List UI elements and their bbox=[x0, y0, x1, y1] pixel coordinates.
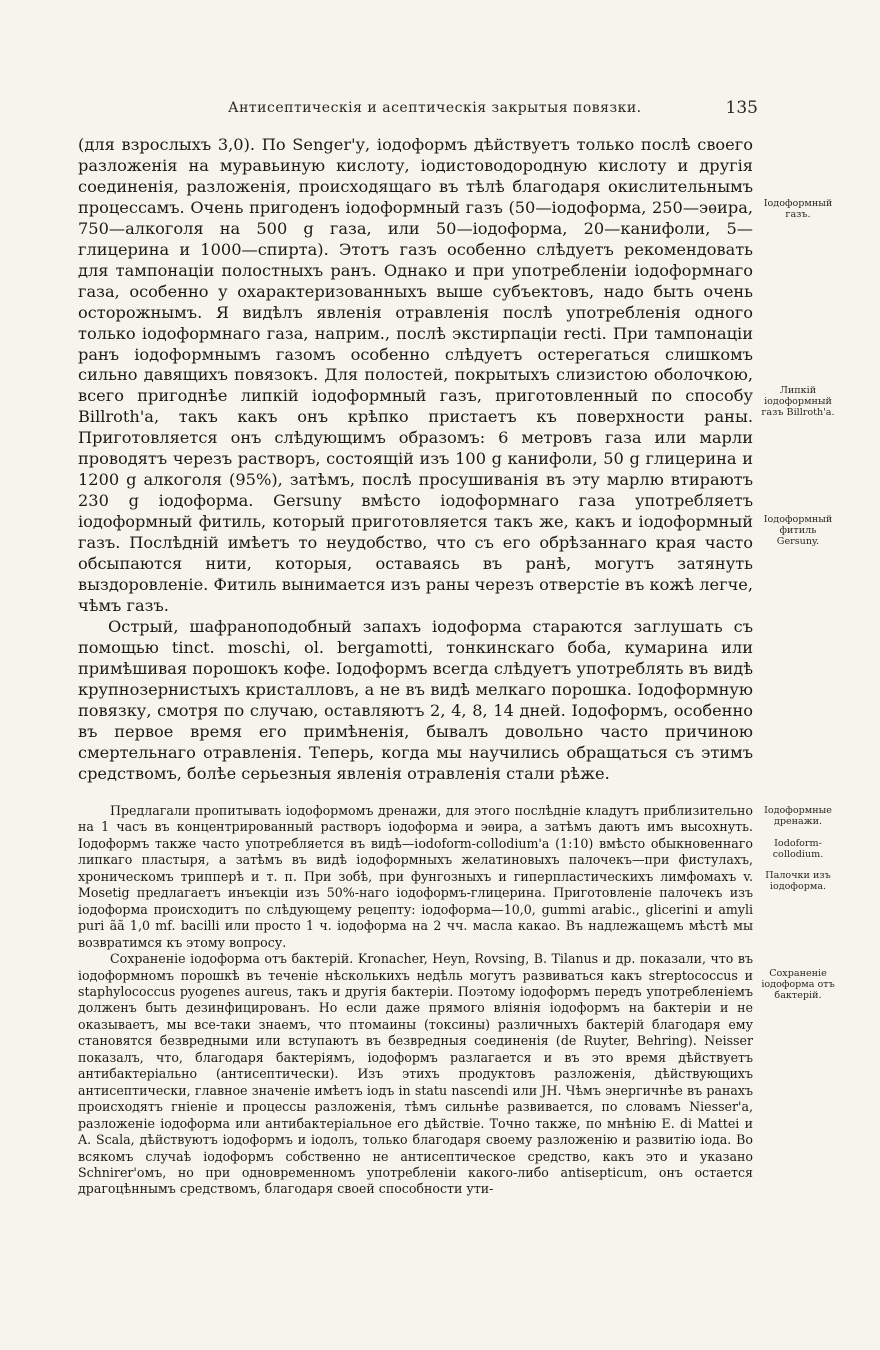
running-title: Антисептическія и асептическія закрытыя повязки. bbox=[228, 100, 642, 116]
paragraph-iodoform-gauze: (для взрослыхъ 3,0). По Senger'у, іодоформъ дѣйствуетъ только послѣ своего разложенія на муравьиную кислоту, іодистоводородную кислоту и другія соединенія, разложенія, происходящаго въ тѣлѣ благодаря окислительнымъ процессамъ. Очень пригоденъ іодоформный газъ (50—іодоформа, 250—эѳира, 750—алкоголя на 500 g газа, или 50—іодоформа, 20—канифоли, 5—глицерина и 1000—спирта). Этотъ газъ особенно слѣдуетъ рекомендовать для тампонаціи полостныхъ ранъ. Однако и при употребленіи іодоформнаго газа, особенно у охарактеризованныхъ выше субъектовъ, надо быть очень осторожнымъ. Я видѣлъ явленія отравленія послѣ употребленія одного только іодоформнаго газа, наприм., послѣ экстирпаціи recti. При тампонаціи ранъ іодоформнымъ газомъ особенно слѣдуетъ остерегаться слишкомъ сильно давящихъ повязокъ. Для полостей, покрытыхъ слизистою оболочкою, всего пригоднѣе липкій іодоформный газъ, приготовленный по способу Billroth'а, такъ какъ онъ крѣпко пристаетъ къ поверхности раны. Приготовляется онъ слѣдующимъ образомъ: 6 метровъ газа или марли проводятъ черезъ растворъ, состоящій изъ 100 g канифоли, 50 g глицерина и 1200 g алкоголя (95%), затѣмъ, послѣ просушиванія въ эту марлю втираютъ 230 g іодоформа. Gersuny вмѣсто іодоформнаго газа употребляетъ іодоформный фитиль, который приготовляется такъ же, какъ и іодоформный газъ. Послѣдній имѣетъ то неудобство, что съ его обрѣзаннаго края часто обсыпаются нити, которыя, оставаясь въ ранѣ, могутъ затянуть выздоровленіе. Фитиль вынимается изъ раны черезъ отверстіе въ кожѣ легче, чѣмъ газъ. bbox=[78, 135, 753, 615]
margin-note-sticky-gauze: Липкій іодоформный газъ Billroth'а. bbox=[761, 385, 835, 418]
page-header bbox=[78, 98, 758, 120]
margin-note-iodoform-drains: Іодоформные дренажи. bbox=[764, 805, 832, 827]
page-number: 135 bbox=[725, 98, 758, 118]
margin-note-iodoform-wick: Іодоформный фитиль Gersuny. bbox=[763, 514, 833, 547]
small-print-section bbox=[78, 803, 753, 1198]
main-text bbox=[78, 135, 753, 785]
paragraph-iodoform-bacteria: Сохраненіе іодоформа отъ бактерій. Kronacher, Heyn, Rovsing, B. Tilanus и др. показали, что въ іодоформномъ порошкѣ въ теченіе нѣсколькихъ недѣль могутъ развиваться какъ streptococcus и staphylococcus pyogenes aureus, такъ и другія бактеріи. Поэтому іодоформъ передъ употребленіемъ долженъ быть дезинфицированъ. Но если даже прямого вліянія іодоформъ на бактеріи и не оказываетъ, мы все-таки знаемъ, что птомаины (токсины) различныхъ бактерій благодаря ему становятся безвредными или вступаютъ въ безвредныя соединенія (de Ruyter, Behring). Neisser показалъ, что, благодаря бактеріямъ, іодоформъ разлагается и въ это время дѣйствуетъ антибактеріально (антисептически). Изъ этихъ продуктовъ разложенія, дѣйствующихъ антисептически, главное значеніе имѣетъ іодъ in statu nascendi или JH. Чѣмъ энергичнѣе въ ранахъ происходятъ гніеніе и процессы разложенія, тѣмъ сильнѣе развивается, по словамъ Niesser'а, разложеніе іодоформа или антибактеріальное его дѣйствіе. Точно также, по мнѣнію E. di Mattei и A. Scala, дѣйствуютъ іодоформъ и іодолъ, только благодаря своему разложенію и развитію іода. Во всякомъ случаѣ іодоформъ собственно не антисептическое средство, какъ это и указано Schnirer'омъ, но при одновременномъ употребленіи какого-либо antisepticum, онъ остается драгоцѣннымъ средствомъ, благодаря своей способности ути- bbox=[78, 951, 753, 1197]
margin-note-iodoform-storage: Сохраненіе іодоформа отъ бактерій. bbox=[761, 968, 835, 1001]
margin-note-iodoform-gauze: Іодоформный газъ. bbox=[763, 198, 833, 220]
margin-note-iodoform-sticks: Палочки изъ іодоформа. bbox=[765, 870, 831, 892]
margin-note-iodoform-collodium: Iodoform-collodium. bbox=[772, 838, 824, 860]
paragraph-iodoform-drains: Предлагали пропитывать іодоформомъ дренажи, для этого послѣдніе кладутъ приблизительно на 1 часъ въ концентрированный растворъ іодоформа и эѳира, а затѣмъ даютъ имъ высохнуть. Іодоформъ также часто употребляется въ видѣ—iodoform-collodium'а (1:10) вмѣсто обыкновеннаго липкаго пластыря, а затѣмъ въ видѣ іодоформныхъ желатиновыхъ палочекъ—при фистулахъ, хроническомъ трипперѣ и т. п. При зобѣ, при фунгозныхъ и гиперпластическихъ лимфомахъ v. Mosetig предлагаетъ инъекціи изъ 50%-наго іодоформъ-глицерина. Приготовленіе палочекъ изъ іодоформа происходитъ по слѣдующему рецепту: іодоформа—10,0, gummi arabic., glicerini и amyli puri ãã 1,0 mf. bacilli или просто 1 ч. іодоформа на 2 чч. масла какао. Въ надлежащемъ мѣстѣ мы возвратимся къ этому вопросу. bbox=[78, 803, 753, 950]
paragraph-iodoform-odor: Острый, шафраноподобный запахъ іодоформа стараются заглушать съ помощью tinct. moschi, ol. bergamotti, тонкинскаго боба, кумарина или примѣшивая порошокъ кофе. Іодоформъ всегда слѣдуетъ употреблять въ видѣ крупнозернистыхъ кристалловъ, а не въ видѣ мелкаго порошка. Іодоформную повязку, смотря по случаю, оставляютъ 2, 4, 8, 14 дней. Іодоформъ, особенно въ первое время его примѣненія, бывалъ довольно часто причиною смертельнаго отравленія. Теперь, когда мы научились обращаться съ этимъ средствомъ, болѣе серьезныя явленія отравленія стали рѣже. bbox=[78, 616, 753, 783]
